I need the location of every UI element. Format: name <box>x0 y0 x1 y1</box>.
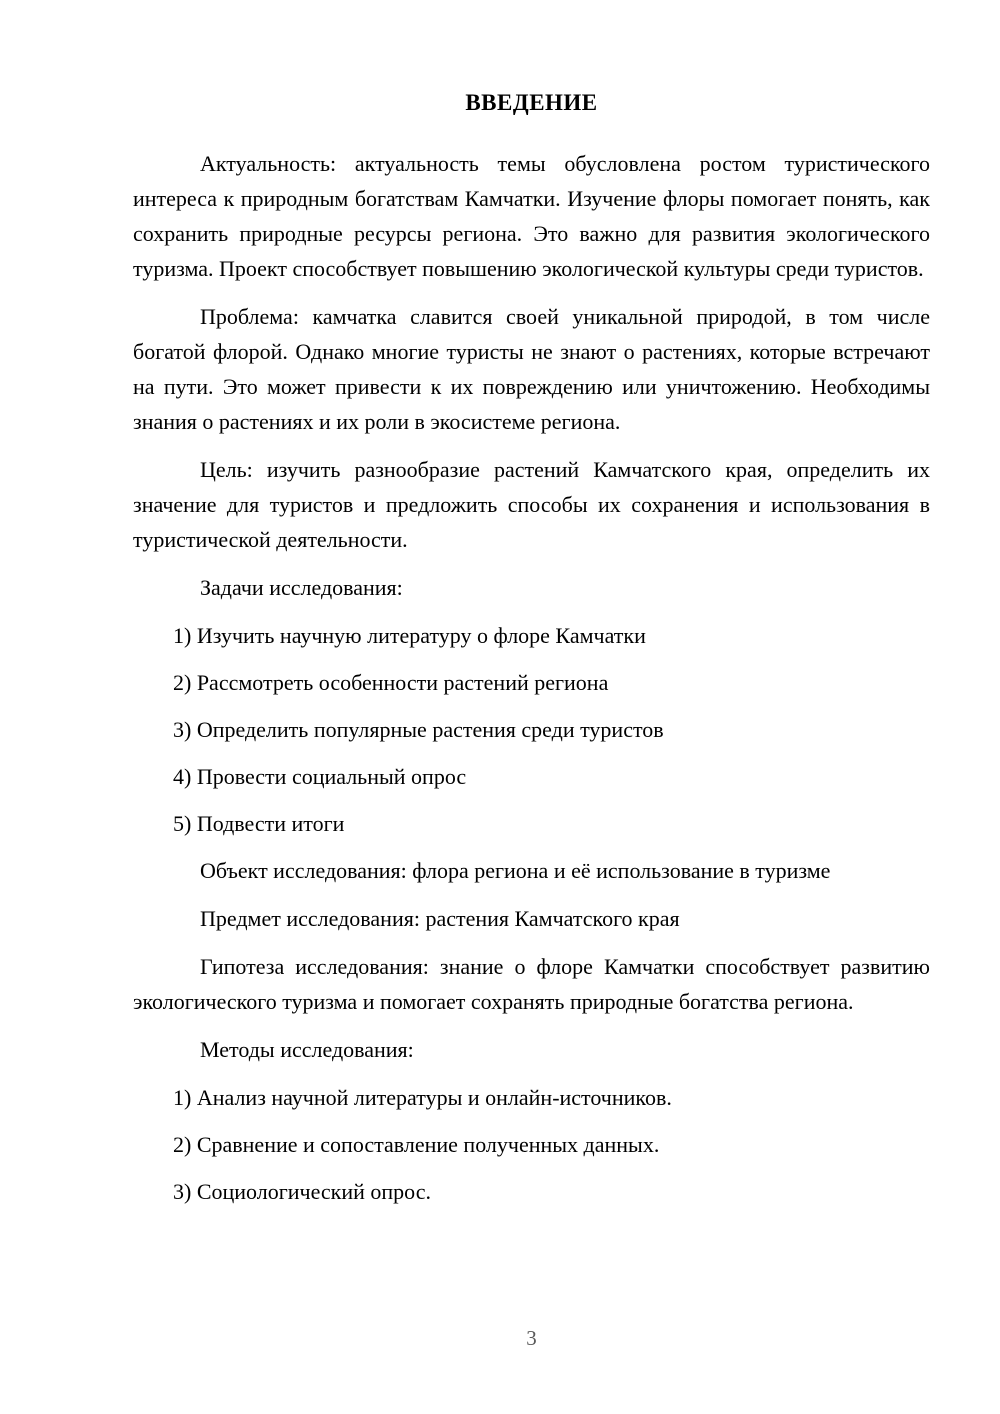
tasks-heading: Задачи исследования: <box>200 575 403 600</box>
paragraph-goal: Цель: изучить разнообразие растений Камчатского края, определить их значение для туристов и предложить способы их сохранения и использования в туристической деятельности. <box>133 457 930 552</box>
page-content <box>133 0 930 1221</box>
page-title: ВВЕДЕНИЕ <box>465 90 598 115</box>
task-item-1: 1) Изучить научную литературу о флоре Камчатки <box>173 623 646 648</box>
paragraph-relevance: Актуальность: актуальность темы обусловлена ростом туристического интереса к природным богатствам Камчатки. Изучение флоры помогает понять, как сохранить природные ресурсы региона. Это важно для развития экологического туризма. Проект способствует повышению экологической культуры среди туристов. <box>133 151 930 281</box>
paragraph-hypothesis: Гипотеза исследования: знание о флоре Камчатки способствует развитию экологического туризма и помогает сохранять природные богатства региона. <box>133 954 930 1014</box>
method-item-2: 2) Сравнение и сопоставление полученных данных. <box>173 1132 660 1157</box>
task-item-3: 3) Определить популярные растения среди туристов <box>173 717 664 742</box>
paragraph-subject: Предмет исследования: растения Камчатского края <box>200 906 680 931</box>
method-item-1: 1) Анализ научной литературы и онлайн-источников. <box>173 1085 672 1110</box>
task-item-4: 4) Провести социальный опрос <box>173 764 467 789</box>
method-item-3: 3) Социологический опрос. <box>173 1179 431 1204</box>
task-item-5: 5) Подвести итоги <box>173 811 345 836</box>
methods-heading: Методы исследования: <box>200 1037 414 1062</box>
page-number: 3 <box>526 1326 537 1350</box>
paragraph-object: Объект исследования: флора региона и её использование в туризме <box>200 858 831 883</box>
task-item-2: 2) Рассмотреть особенности растений региона <box>173 670 609 695</box>
paragraph-problem: Проблема: камчатка славится своей уникальной природой, в том числе богатой флорой. Однако многие туристы не знают о растениях, которые встречают на пути. Это может привести к их повреждению или уничтожению. Необходимы знания о растениях и их роли в экосистеме региона. <box>133 304 930 434</box>
